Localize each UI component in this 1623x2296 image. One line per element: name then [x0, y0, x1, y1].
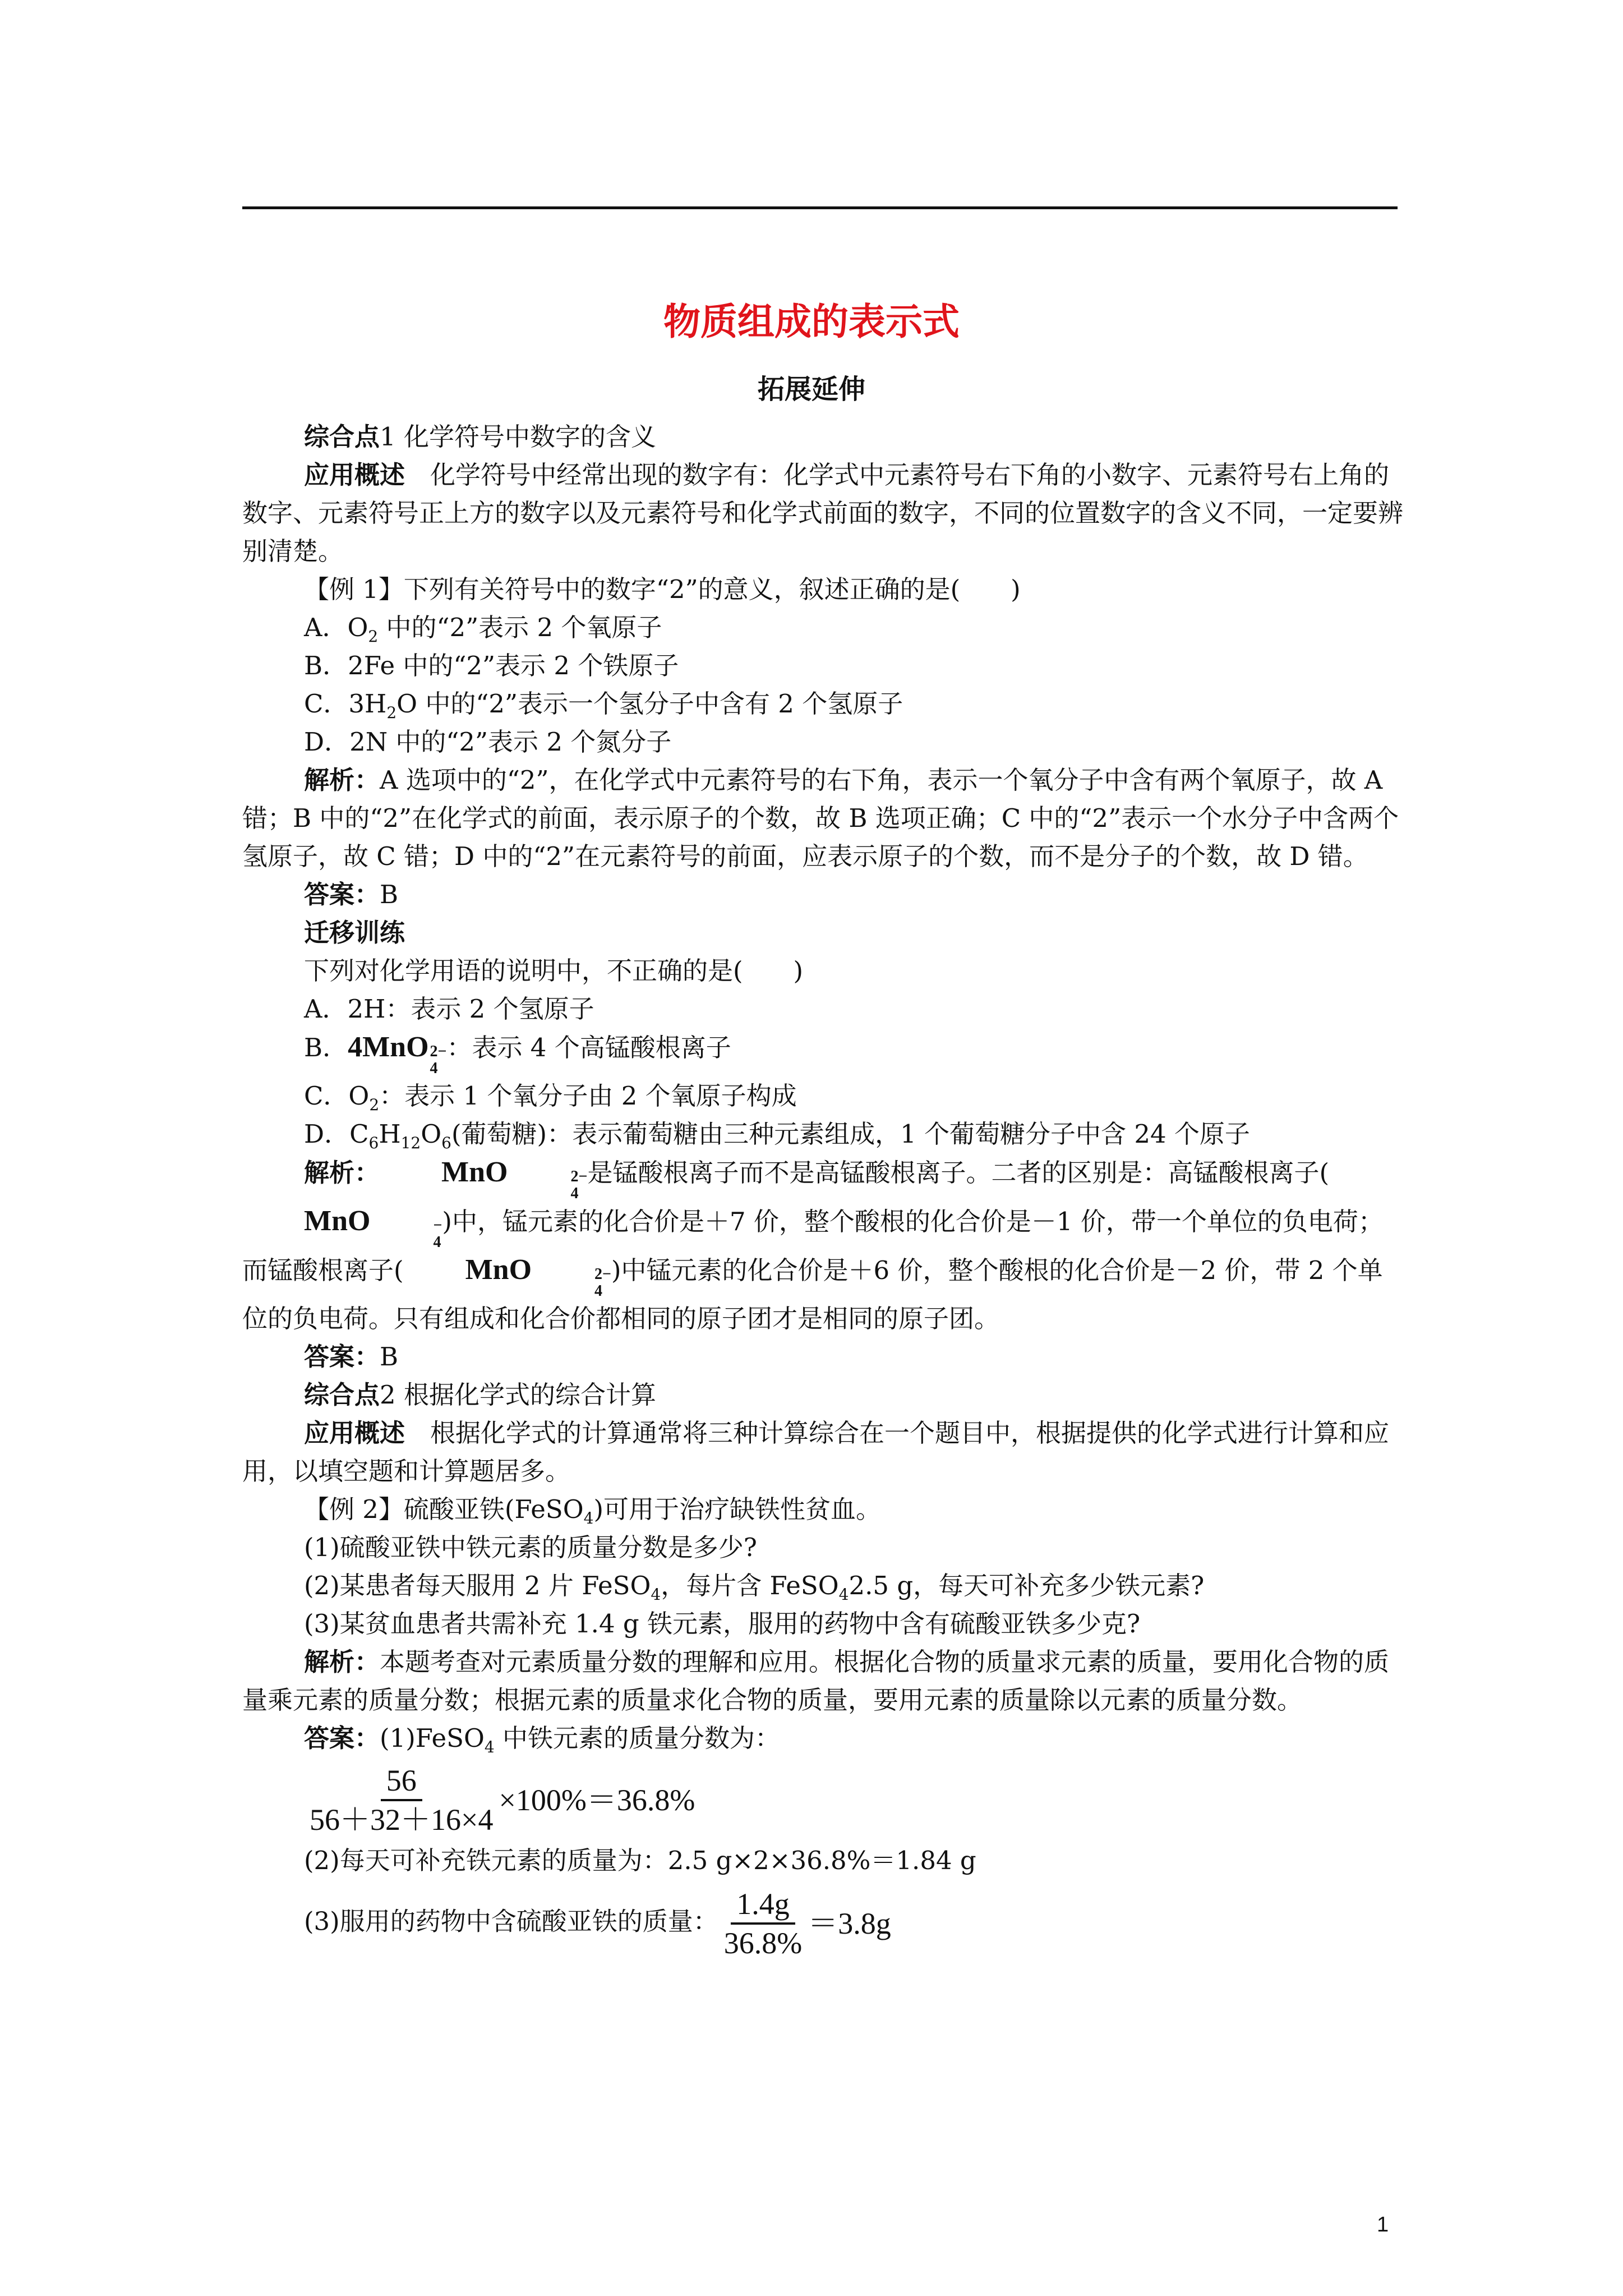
document-body [242, 418, 1403, 1962]
example-2-analysis: 解析：本题考查对元素质量分数的理解和应用。根据化合物的质量求元素的质量，要用化合物的质量乘元素的质量分数；根据元素的质量求化合物的质量，要用元素的质量除以元素的质量分数。 [242, 1647, 1390, 1715]
header-rule [242, 206, 1398, 209]
ion-formula: MnO − 4 [304, 1205, 442, 1251]
page-number: 1 [1377, 2213, 1389, 2237]
option-d: D．2N 中的“2”表示 2 个氮分子 [304, 727, 672, 757]
section-subtitle: 拓展延伸 [757, 374, 865, 405]
ion-formula: MnO 2− 4 [441, 1156, 588, 1202]
transfer-option-b: B． 4MnO 2− 4 ：表示 4 个高锰酸根离子 [242, 1028, 1403, 1077]
page-title: 物质组成的表示式 [663, 300, 960, 343]
ion-formula: MnO 2− 4 [465, 1254, 611, 1300]
ion-formula: 4MnO 2− 4 [348, 1031, 447, 1077]
example-1-answer: 答案：B [304, 880, 399, 909]
example-2: 【例 2】硫酸亚铁(FeSO$_4$)可用于治疗缺铁性贫血。 [304, 1494, 881, 1527]
example-1-analysis: 解析：A 选项中的“2”，在化学式中元素符号的右下角，表示一个氧分子中含有两个氧原子，故 A 错；B 中的“2”在化学式的前面，表示原子的个数，故 B 选项正确；C 中的“2”表示一个水分子中含两个氢原子，故 C 错；D 中的“2”在元素符号的前面，应表示原子的个数，而不是分子的个数，故 D 错。 [242, 765, 1399, 871]
fraction: $\frac{1.4g}{36.8\%}$ [718, 1885, 808, 1962]
example-2-answer-2: (2)每天可补充铁元素的质量为：2.5 g×2×36.8%＝1.84 g [304, 1846, 976, 1875]
transfer-analysis: 解析： MnO 2− 4 是锰酸根离子而不是高锰酸根离子。二者的区别是：高锰酸根离子( MnO − 4 )中，锰元素的化合价是＋7 价，整个酸根的化合价是－1 价，带一个单位的负电荷；而锰酸根离子( MnO 2− 4 )中锰元素的化合价是＋6 价，整个酸根的化合价是－2 价，带 2 个单位的负电荷。只有组成和化合价都相同的原子团才是相同的原子团。 [242, 1153, 1403, 1338]
s1-overview: 应用概述 化学符号中经常出现的数字有：化学式中元素符号右下角的小数字、元素符号右上角的数字、元素符号正上方的数字以及元素符号和化学式前面的数字，不同的位置数字的含义不同，一定要辨别清楚。 [242, 460, 1404, 566]
example-2-q2: (2)某患者每天服用 2 片 FeSO$_4$，每片含 FeSO$_4$2.5 g，每天可补充多少铁元素? [304, 1571, 1205, 1604]
s2-overview: 应用概述 根据化学式的计算通常将三种计算综合在一个题目中，根据提供的化学式进行计算和应用，以填空题和计算题居多。 [242, 1418, 1390, 1486]
example-2-q1: (1)硫酸亚铁中铁元素的质量分数是多少? [304, 1533, 757, 1562]
formula-1: $\frac{56}{56+32+16\times 4}$ ×100%＝36.8% [242, 1762, 1403, 1838]
option-c: C．$3H_2O$ 中的“2”表示一个氢分子中含有 2 个氢原子 [304, 689, 903, 722]
transfer-option-c: C．$O_2$：表示 1 个氧分子由 2 个氧原子构成 [304, 1081, 797, 1114]
transfer-option-a: A．2H：表示 2 个氢原子 [304, 994, 594, 1024]
option-a: A．$O_2$ 中的“2”表示 2 个氧原子 [304, 613, 662, 646]
transfer-question: 下列对化学用语的说明中，不正确的是( ) [304, 956, 804, 986]
transfer-option-d: D．$C_6H_{12}O_6$(葡萄糖)：表示葡萄糖由三种元素组成，1 个葡萄糖分子中含 24 个原子 [304, 1119, 1250, 1152]
transfer-training-heading: 迁移训练 [304, 918, 405, 947]
option-b: B．2Fe 中的“2”表示 2 个铁原子 [304, 651, 679, 680]
transfer-answer: 答案：B [304, 1342, 399, 1372]
s1-heading: 综合点1 化学符号中数字的含义 [304, 422, 656, 452]
example-2-q3: (3)某贫血患者共需补充 1.4 g 铁元素，服用的药物中含有硫酸亚铁多少克? [304, 1609, 1141, 1639]
example-1: 【例 1】下列有关符号中的数字“2”的意义，叙述正确的是( ) [304, 574, 1021, 604]
s2-heading: 综合点2 根据化学式的综合计算 [304, 1380, 656, 1410]
fraction: $\frac{56}{56+32+16\times 4}$ [304, 1762, 499, 1838]
example-2-answer: 答案：(1)FeSO$_4$ 中铁元素的质量分数为： [304, 1723, 781, 1756]
example-2-answer-3: (3)服用的药物中含硫酸亚铁的质量： $\frac{1.4g}{36.8\%}$ ＝3.8g [242, 1885, 1403, 1962]
